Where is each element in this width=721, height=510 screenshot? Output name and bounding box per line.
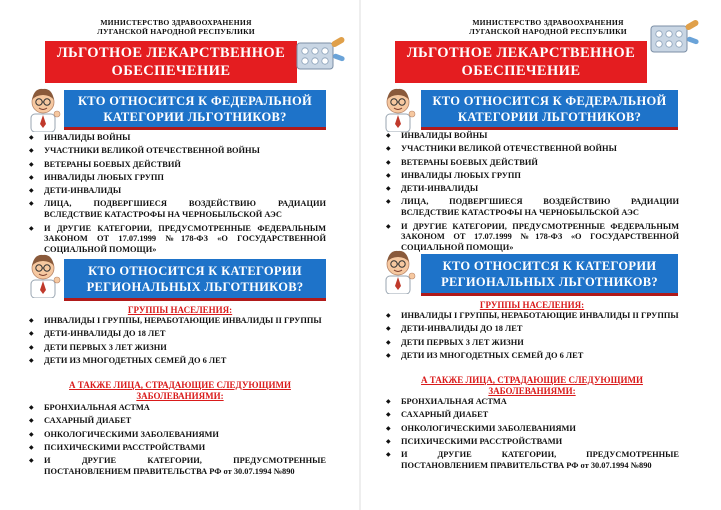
title-banner: [395, 41, 647, 83]
list-item: ◆ ДЕТИ-ИНВАЛИДЫ ДО 18 ЛЕТ: [26, 329, 326, 340]
list-item: ◆ ИНВАЛИДЫ I ГРУППЫ, НЕРАБОТАЮЩИЕ ИНВАЛИДЫ II ГРУППЫ: [383, 311, 679, 322]
federal-question-line-2: КАТЕГОРИИ ЛЬГОТНИКОВ?: [457, 109, 642, 124]
list-item: ◆ И ДРУГИЕ КАТЕГОРИИ, ПРЕДУСМОТРЕННЫЕ ПОСТАНОВЛЕНИЕМ ПРАВИТЕЛЬСТВА РФ от 30.07.1994 №890: [26, 456, 326, 478]
list-item: ◆ ИНВАЛИДЫ ВОЙНЫ: [383, 131, 679, 142]
list-item: ◆ БРОНХИАЛЬНАЯ АСТМА: [383, 397, 679, 408]
doctor-icon: [379, 246, 417, 294]
population-groups-list: [26, 316, 326, 369]
list-item: ◆ И ДРУГИЕ КАТЕГОРИИ, ПРЕДУСМОТРЕННЫЕ ФЕДЕРАЛЬНЫМ ЗАКОНОМ ОТ 17.07.1999 №178-ФЗ «О ГОСУДАРСТВЕННОЙ СОЦИАЛЬНОЙ ПОМОЩИ»: [383, 222, 679, 254]
list-item: ◆ ДЕТИ-ИНВАЛИДЫ: [383, 184, 679, 195]
title-line-1: ЛЬГОТНОЕ ЛЕКАРСТВЕННОЕ: [406, 45, 636, 61]
doctor-icon: [379, 84, 417, 132]
population-groups-heading: ГРУППЫ НАСЕЛЕНИЯ:: [127, 305, 233, 315]
list-item: ◆ ВЕТЕРАНЫ БОЕВЫХ ДЕЙСТВИЙ: [383, 158, 679, 169]
list-item: ◆ ЛИЦА, ПОДВЕРГШИЕСЯ ВОЗДЕЙСТВИЮ РАДИАЦИИ ВСЛЕДСТВИЕ КАТАСТРОФЫ НА ЧЕРНОБЫЛЬСКОЙ АЭС: [26, 199, 326, 221]
list-item: ◆ ДЕТИ ПЕРВЫХ 3 ЛЕТ ЖИЗНИ: [383, 338, 679, 349]
population-groups-heading: ГРУППЫ НАСЕЛЕНИЯ:: [479, 300, 585, 310]
doctor-icon: [24, 84, 62, 132]
federal-question-line-1: КТО ОТНОСИТСЯ К ФЕДЕРАЛЬНОЙ: [77, 93, 313, 108]
title-banner: [45, 41, 297, 83]
list-item: ◆ ОНКОЛОГИЧЕСКИМИ ЗАБОЛЕВАНИЯМИ: [26, 430, 326, 441]
leaflet-right: [361, 0, 721, 510]
diseases-heading: А ТАКЖЕ ЛИЦА, СТРАДАЮЩИЕ СЛЕДУЮЩИМИ ЗАБОЛЕВАНИЯМИ:: [69, 380, 291, 401]
list-item: ◆ САХАРНЫЙ ДИАБЕТ: [383, 410, 679, 421]
diseases-heading: А ТАКЖЕ ЛИЦА, СТРАДАЮЩИЕ СЛЕДУЮЩИМИ ЗАБОЛЕВАНИЯМИ:: [421, 375, 643, 396]
ministry-line-2: ЛУГАНСКОЙ НАРОДНОЙ РЕСПУБЛИКИ: [97, 27, 255, 36]
regional-category-banner: [421, 254, 678, 296]
list-item: ◆ УЧАСТНИКИ ВЕЛИКОЙ ОТЕЧЕСТВЕННОЙ ВОЙНЫ: [383, 144, 679, 155]
list-item: ◆ ОНКОЛОГИЧЕСКИМИ ЗАБОЛЕВАНИЯМИ: [383, 424, 679, 435]
list-item: ◆ УЧАСТНИКИ ВЕЛИКОЙ ОТЕЧЕСТВЕННОЙ ВОЙНЫ: [26, 146, 326, 157]
doctor-icon: [24, 250, 62, 298]
list-item: ◆ ДЕТИ-ИНВАЛИДЫ: [26, 186, 326, 197]
leaflet-left: [0, 0, 360, 510]
list-item: ◆ ИНВАЛИДЫ ЛЮБЫХ ГРУПП: [26, 173, 326, 184]
title-line-2: ОБЕСПЕЧЕНИЕ: [111, 63, 231, 79]
list-item: ◆ ДЕТИ ИЗ МНОГОДЕТНЫХ СЕМЕЙ ДО 6 ЛЕТ: [26, 356, 326, 367]
list-item: ◆ ПСИХИЧЕСКИМИ РАССТРОЙСТВАМИ: [26, 443, 326, 454]
list-item: ◆ ЛИЦА, ПОДВЕРГШИЕСЯ ВОЗДЕЙСТВИЮ РАДИАЦИИ ВСЛЕДСТВИЕ КАТАСТРОФЫ НА ЧЕРНОБЫЛЬСКОЙ АЭС: [383, 197, 679, 219]
federal-question-line-2: КАТЕГОРИИ ЛЬГОТНИКОВ?: [103, 109, 287, 124]
regional-question-line-1: КТО ОТНОСИТСЯ К КАТЕГОРИИ: [88, 263, 302, 278]
pills-icon: [647, 16, 703, 60]
list-item: ◆ ПСИХИЧЕСКИМИ РАССТРОЙСТВАМИ: [383, 437, 679, 448]
list-item: ◆ ИНВАЛИДЫ ВОЙНЫ: [26, 133, 326, 144]
regional-category-banner: [64, 259, 326, 301]
federal-category-banner: [421, 90, 678, 130]
federal-category-banner: [64, 90, 326, 130]
regional-question-line-2: РЕГИОНАЛЬНЫХ ЛЬГОТНИКОВ?: [86, 279, 304, 294]
diseases-list: [26, 403, 326, 480]
pills-icon: [293, 33, 349, 77]
federal-category-list: [383, 131, 679, 256]
federal-question-line-1: КТО ОТНОСИТСЯ К ФЕДЕРАЛЬНОЙ: [432, 93, 667, 108]
ministry-line-1: МИНИСТЕРСТВО ЗДРАВООХРАНЕНИЯ: [100, 18, 252, 27]
list-item: ◆ ИНВАЛИДЫ ЛЮБЫХ ГРУПП: [383, 171, 679, 182]
regional-question-line-2: РЕГИОНАЛЬНЫХ ЛЬГОТНИКОВ?: [441, 274, 658, 289]
ministry-line-1: МИНИСТЕРСТВО ЗДРАВООХРАНЕНИЯ: [472, 18, 624, 27]
title-line-1: ЛЬГОТНОЕ ЛЕКАРСТВЕННОЕ: [56, 45, 286, 61]
title-line-2: ОБЕСПЕЧЕНИЕ: [461, 63, 581, 79]
list-item: ◆ ВЕТЕРАНЫ БОЕВЫХ ДЕЙСТВИЙ: [26, 160, 326, 171]
list-item: ◆ ДЕТИ-ИНВАЛИДЫ ДО 18 ЛЕТ: [383, 324, 679, 335]
federal-category-list: [26, 133, 326, 258]
regional-question-line-1: КТО ОТНОСИТСЯ К КАТЕГОРИИ: [442, 258, 657, 273]
list-item: ◆ ДЕТИ ИЗ МНОГОДЕТНЫХ СЕМЕЙ ДО 6 ЛЕТ: [383, 351, 679, 362]
list-item: ◆ И ДРУГИЕ КАТЕГОРИИ, ПРЕДУСМОТРЕННЫЕ ФЕДЕРАЛЬНЫМ ЗАКОНОМ ОТ 17.07.1999 №178-ФЗ «О ГОСУДАРСТВЕННОЙ СОЦИАЛЬНОЙ ПОМОЩИ»: [26, 224, 326, 256]
ministry-line-2: ЛУГАНСКОЙ НАРОДНОЙ РЕСПУБЛИКИ: [469, 27, 627, 36]
list-item: ◆ САХАРНЫЙ ДИАБЕТ: [26, 416, 326, 427]
list-item: ◆ И ДРУГИЕ КАТЕГОРИИ, ПРЕДУСМОТРЕННЫЕ ПОСТАНОВЛЕНИЕМ ПРАВИТЕЛЬСТВА РФ от 30.07.1994 №890: [383, 450, 679, 472]
diseases-list: [383, 397, 679, 474]
list-item: ◆ ДЕТИ ПЕРВЫХ 3 ЛЕТ ЖИЗНИ: [26, 343, 326, 354]
list-item: ◆ БРОНХИАЛЬНАЯ АСТМА: [26, 403, 326, 414]
population-groups-list: [383, 311, 679, 364]
list-item: ◆ ИНВАЛИДЫ I ГРУППЫ, НЕРАБОТАЮЩИЕ ИНВАЛИДЫ II ГРУППЫ: [26, 316, 326, 327]
